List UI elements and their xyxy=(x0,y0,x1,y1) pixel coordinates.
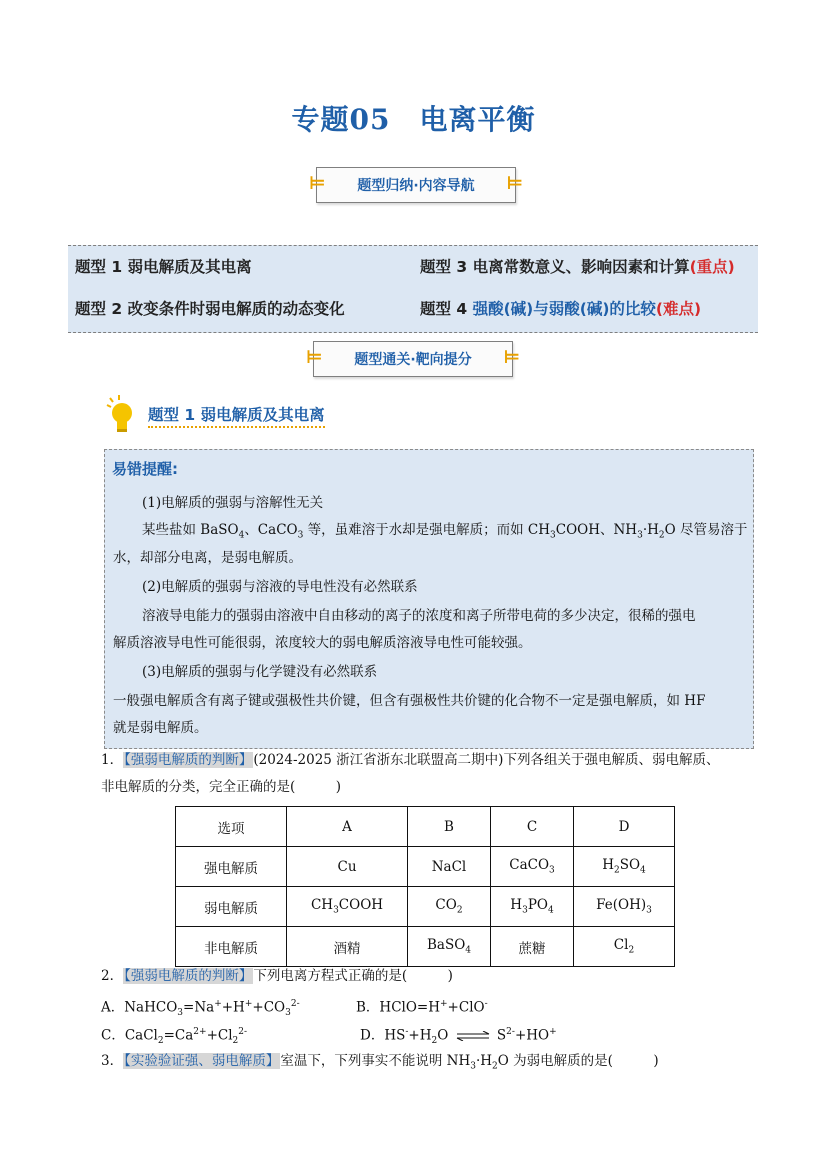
text: O xyxy=(538,1027,550,1044)
text: A．NaHCO xyxy=(101,999,178,1016)
banner-left-mark: ⊨ xyxy=(306,347,323,368)
sub: 3 xyxy=(333,905,339,916)
key-point-tag: (重点) xyxy=(689,258,735,276)
sub: 2 xyxy=(613,865,620,876)
section-heading xyxy=(104,395,325,435)
text: Fe(OH) xyxy=(596,897,647,914)
banner-right-mark: ⊨ xyxy=(506,173,523,194)
text: S xyxy=(496,1027,507,1044)
lightbulb-icon xyxy=(104,395,138,435)
sub: 2 xyxy=(658,530,665,541)
sub: 4 xyxy=(238,530,245,541)
table-cell xyxy=(574,847,675,887)
sub: 4 xyxy=(640,865,646,876)
question-2 xyxy=(101,966,453,986)
question-tag: 【强弱电解质的判断】 xyxy=(124,752,253,768)
table-cell xyxy=(408,887,491,927)
banner-left-mark: ⊨ xyxy=(309,173,326,194)
text: H xyxy=(602,857,614,874)
text: BaSO xyxy=(426,937,466,954)
topic-nav-box xyxy=(68,245,758,333)
sup: 2+ xyxy=(193,1027,207,1037)
sub: 4 xyxy=(465,945,472,956)
nav-item-label: 强酸(碱)与弱酸(碱)的比较 xyxy=(472,300,656,318)
sub: 3 xyxy=(646,905,652,916)
question-3 xyxy=(101,1051,659,1077)
text: 等，虽难溶于水却是强电解质；而如 CH xyxy=(303,522,551,538)
table-row xyxy=(176,887,675,927)
difficult-point-tag: (难点) xyxy=(655,300,702,318)
sub: 2 xyxy=(628,945,635,956)
classification-table xyxy=(175,806,675,967)
tip-line-4: (2)电解质的强弱与溶液的导电性没有必然联系 xyxy=(142,579,418,595)
text: C．CaCl xyxy=(101,1027,158,1044)
table-cell: 弱电解质 xyxy=(176,887,287,927)
text: CH xyxy=(310,897,334,914)
option-a[interactable] xyxy=(101,994,300,1023)
text: O 尽管易溶于 xyxy=(664,522,748,538)
text: CaCO xyxy=(509,857,550,874)
text: O xyxy=(437,1027,449,1044)
text: =Na xyxy=(183,999,215,1016)
text: +ClO xyxy=(447,999,485,1016)
tip-line-9: 就是弱电解质。 xyxy=(113,720,208,736)
text: CO xyxy=(435,897,457,914)
text: 某些盐如 BaSO xyxy=(142,522,239,538)
tip-line-5: 溶液导电能力的强弱由溶液中自由移动的离子的浓度和离子所带电荷的多少决定，很稀的强电 xyxy=(142,608,696,624)
table-header-cell: B xyxy=(408,807,491,847)
tip-line-1: (1)电解质的强弱与溶解性无关 xyxy=(142,495,324,511)
text: SO xyxy=(619,857,641,874)
section-heading-text: 题型 1 弱电解质及其电离 xyxy=(148,403,325,428)
nav-item-topic-4[interactable] xyxy=(420,297,701,319)
text: H xyxy=(510,897,523,914)
text: 、CaCO xyxy=(244,522,298,538)
sub: 3 xyxy=(550,530,556,541)
table-row xyxy=(176,847,675,887)
text: +H xyxy=(514,1027,539,1044)
question-1-line-2: 非电解质的分类，完全正确的是( ) xyxy=(101,779,342,795)
question-number: 1． xyxy=(101,752,124,768)
sup: - xyxy=(484,999,488,1009)
nav-item-topic-1[interactable] xyxy=(75,255,252,277)
table-row xyxy=(176,807,675,847)
option-d[interactable] xyxy=(360,1022,557,1051)
text: =Ca xyxy=(163,1027,194,1044)
sup: 2- xyxy=(238,1027,248,1037)
sup: + xyxy=(214,999,222,1009)
table-cell xyxy=(491,847,574,887)
table-cell xyxy=(491,887,574,927)
nav-item-label: 题型 2 改变条件时弱电解质的动态变化 xyxy=(75,300,345,318)
tip-line-3: 水，却部分电离，是弱电解质。 xyxy=(113,550,302,566)
table-cell xyxy=(408,927,491,967)
table-cell: 蔗糖 xyxy=(491,927,574,967)
table-header-cell: D xyxy=(574,807,675,847)
sub: 3 xyxy=(470,1061,476,1072)
text: +CO xyxy=(252,999,286,1016)
page-title: 专题05 电离平衡 xyxy=(291,103,536,136)
sub: 3 xyxy=(297,530,304,541)
table-cell xyxy=(287,887,408,927)
table-cell: 酒精 xyxy=(287,927,408,967)
text: +H xyxy=(221,999,245,1016)
sup: + xyxy=(244,999,253,1009)
text: 室温下，下列事实不能说明 NH xyxy=(280,1053,471,1069)
banner-right-mark: ⊨ xyxy=(503,347,520,368)
sub: 3 xyxy=(522,905,528,916)
practice-banner xyxy=(306,341,520,377)
sub: 2 xyxy=(456,905,463,916)
question-tag: 【强弱电解质的判断】 xyxy=(124,968,253,984)
text: Cl xyxy=(613,937,629,954)
table-header-cell: 选项 xyxy=(176,807,287,847)
text: +H xyxy=(408,1027,432,1044)
sup: - xyxy=(405,1027,409,1037)
banner-label: 题型归纳·内容导航 xyxy=(357,178,475,194)
text: PO xyxy=(527,897,548,914)
tip-line-7: (3)电解质的强弱与化学键没有必然联系 xyxy=(142,664,378,680)
table-header-cell: A xyxy=(287,807,408,847)
nav-item-topic-3[interactable] xyxy=(420,255,735,277)
sup: + xyxy=(549,1027,557,1037)
sub: 2 xyxy=(431,1036,438,1047)
question-number: 3． xyxy=(101,1053,124,1069)
sub: 3 xyxy=(285,1008,291,1019)
nav-item-prefix: 题型 4 xyxy=(420,300,473,318)
table-header-cell: C xyxy=(491,807,574,847)
question-text: (2024-2025 浙江省浙东北联盟高二期中)下列各组关于强电解质、弱电解质、 xyxy=(253,752,720,768)
question-number: 2． xyxy=(101,968,124,984)
sub: 2 xyxy=(232,1036,239,1047)
question-1 xyxy=(101,750,719,770)
tip-line-2 xyxy=(142,520,747,546)
table-cell: 非电解质 xyxy=(176,927,287,967)
text: ·H xyxy=(642,522,659,538)
table-cell xyxy=(574,927,675,967)
nav-item-label: 题型 3 电离常数意义、影响因素和计算 xyxy=(420,258,690,276)
question-tag: 【实验验证强、弱电解质】 xyxy=(124,1053,280,1069)
question-text: 下列电离方程式正确的是( ) xyxy=(253,968,453,984)
sup: 2- xyxy=(290,999,300,1009)
sub: 3 xyxy=(549,865,555,876)
table-cell: 强电解质 xyxy=(176,847,287,887)
table-cell: NaCl xyxy=(408,847,491,887)
nav-banner xyxy=(309,167,523,203)
table-cell: Cu xyxy=(287,847,408,887)
nav-item-label: 题型 1 弱电解质及其电离 xyxy=(75,258,252,276)
equilibrium-arrow-icon xyxy=(456,1031,490,1041)
text: COOH xyxy=(338,897,384,914)
text: ·H xyxy=(475,1053,493,1069)
text: O 为弱电解质的是( ) xyxy=(497,1053,659,1069)
option-c[interactable] xyxy=(101,1022,247,1051)
text: B．HClO=H xyxy=(356,999,440,1016)
text: D．HS xyxy=(360,1027,406,1044)
tip-line-6: 解质溶液导电性可能很弱，浓度较大的弱电解质溶液导电性可能较强。 xyxy=(113,635,532,651)
text: COOH、NH xyxy=(555,522,638,538)
sup: 2- xyxy=(506,1027,515,1037)
nav-item-topic-2[interactable] xyxy=(75,297,345,319)
sub: 2 xyxy=(157,1036,164,1047)
banner-label: 题型通关·靶向提分 xyxy=(354,352,472,368)
table-row xyxy=(176,927,675,967)
tips-title: 易错提醒: xyxy=(112,460,178,478)
sub: 3 xyxy=(177,1008,184,1019)
option-b[interactable] xyxy=(356,994,488,1018)
sub: 4 xyxy=(547,905,554,916)
sub: 3 xyxy=(637,530,643,541)
sup: + xyxy=(440,999,448,1009)
sub: 2 xyxy=(492,1061,498,1072)
text: +Cl xyxy=(206,1027,233,1044)
table-cell xyxy=(574,887,675,927)
tip-line-8: 一般强电解质含有离子键或强极性共价键，但含有强极性共价键的化合物不一定是强电解质，如 HF xyxy=(113,693,706,709)
